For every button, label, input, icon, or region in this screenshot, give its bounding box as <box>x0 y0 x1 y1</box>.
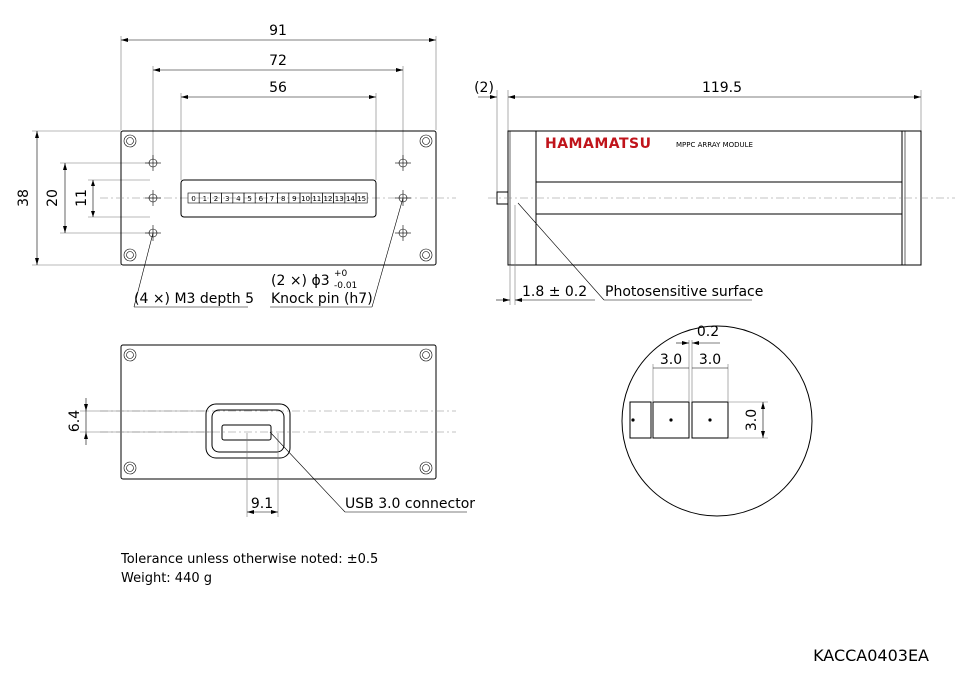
tolerance-note: Tolerance unless otherwise noted: ±0.5 <box>121 552 379 567</box>
dim-56: 56 <box>269 80 287 96</box>
channel-label: 3 <box>224 195 230 203</box>
channel-array <box>188 193 367 203</box>
dim-72: 72 <box>269 53 287 69</box>
channel-label: 14 <box>345 195 355 203</box>
module-rear-body <box>121 345 436 479</box>
weight-note: Weight: 440 g <box>121 571 212 586</box>
dim-surface-offset: 1.8 ± 0.2 <box>522 284 588 300</box>
photosensitive-label: Photosensitive surface <box>605 284 764 300</box>
dim-pixel-3-0-a: 3.0 <box>659 352 683 368</box>
side-view <box>474 80 955 305</box>
dim-9-1: 9.1 <box>250 496 274 512</box>
usb-connector-icon <box>222 425 271 440</box>
mount-hole-label: (4 ×) M3 depth 5 <box>134 291 255 307</box>
knock-pin-label: Knock pin (h7) <box>271 291 373 307</box>
channel-label: 6 <box>258 195 264 203</box>
front-view <box>16 23 456 307</box>
channel-label: 9 <box>292 195 297 203</box>
drawing-code: KACCA0403EA <box>813 646 929 665</box>
channel-label: 2 <box>213 195 219 203</box>
channel-label: 0 <box>191 195 196 203</box>
knock-pin-tol-upper: +0 <box>334 269 348 279</box>
pixel-detail-view <box>622 324 812 516</box>
channel-label: 11 <box>312 195 322 203</box>
model-label: MPPC ARRAY MODULE <box>676 141 753 149</box>
channel-label: 5 <box>247 195 252 203</box>
dim-2: (2) <box>474 80 494 96</box>
usb-port-housing <box>206 404 290 458</box>
knock-pin-size: (2 ×) ϕ3 <box>271 273 330 289</box>
dim-pitch-0-2: 0.2 <box>696 324 720 340</box>
channel-label: 15 <box>357 195 367 203</box>
brand-logo: HAMAMATSU <box>545 136 652 152</box>
dim-11: 11 <box>74 189 90 207</box>
dim-6-4: 6.4 <box>67 409 83 433</box>
channel-label: 8 <box>280 195 286 203</box>
dim-20: 20 <box>45 189 61 207</box>
dim-pixel-3-0-v: 3.0 <box>744 408 760 432</box>
dim-pixel-3-0-b: 3.0 <box>698 352 722 368</box>
channel-label: 4 <box>236 195 241 203</box>
dim-38: 38 <box>16 189 32 207</box>
dim-91: 91 <box>269 23 287 39</box>
knock-pin-tol-lower: -0.01 <box>334 281 358 291</box>
channel-label: 13 <box>334 195 344 203</box>
channel-label: 12 <box>323 195 333 203</box>
dim-119-5: 119.5 <box>701 80 743 96</box>
usb-port-bezel <box>212 410 284 452</box>
channel-label: 7 <box>269 195 275 203</box>
channel-label: 1 <box>202 195 208 203</box>
channel-label: 10 <box>301 195 311 203</box>
rear-view <box>67 345 475 517</box>
svg-text:(2 ×) ϕ3 <box>271 273 330 289</box>
usb-label: USB 3.0 connector <box>345 496 476 512</box>
